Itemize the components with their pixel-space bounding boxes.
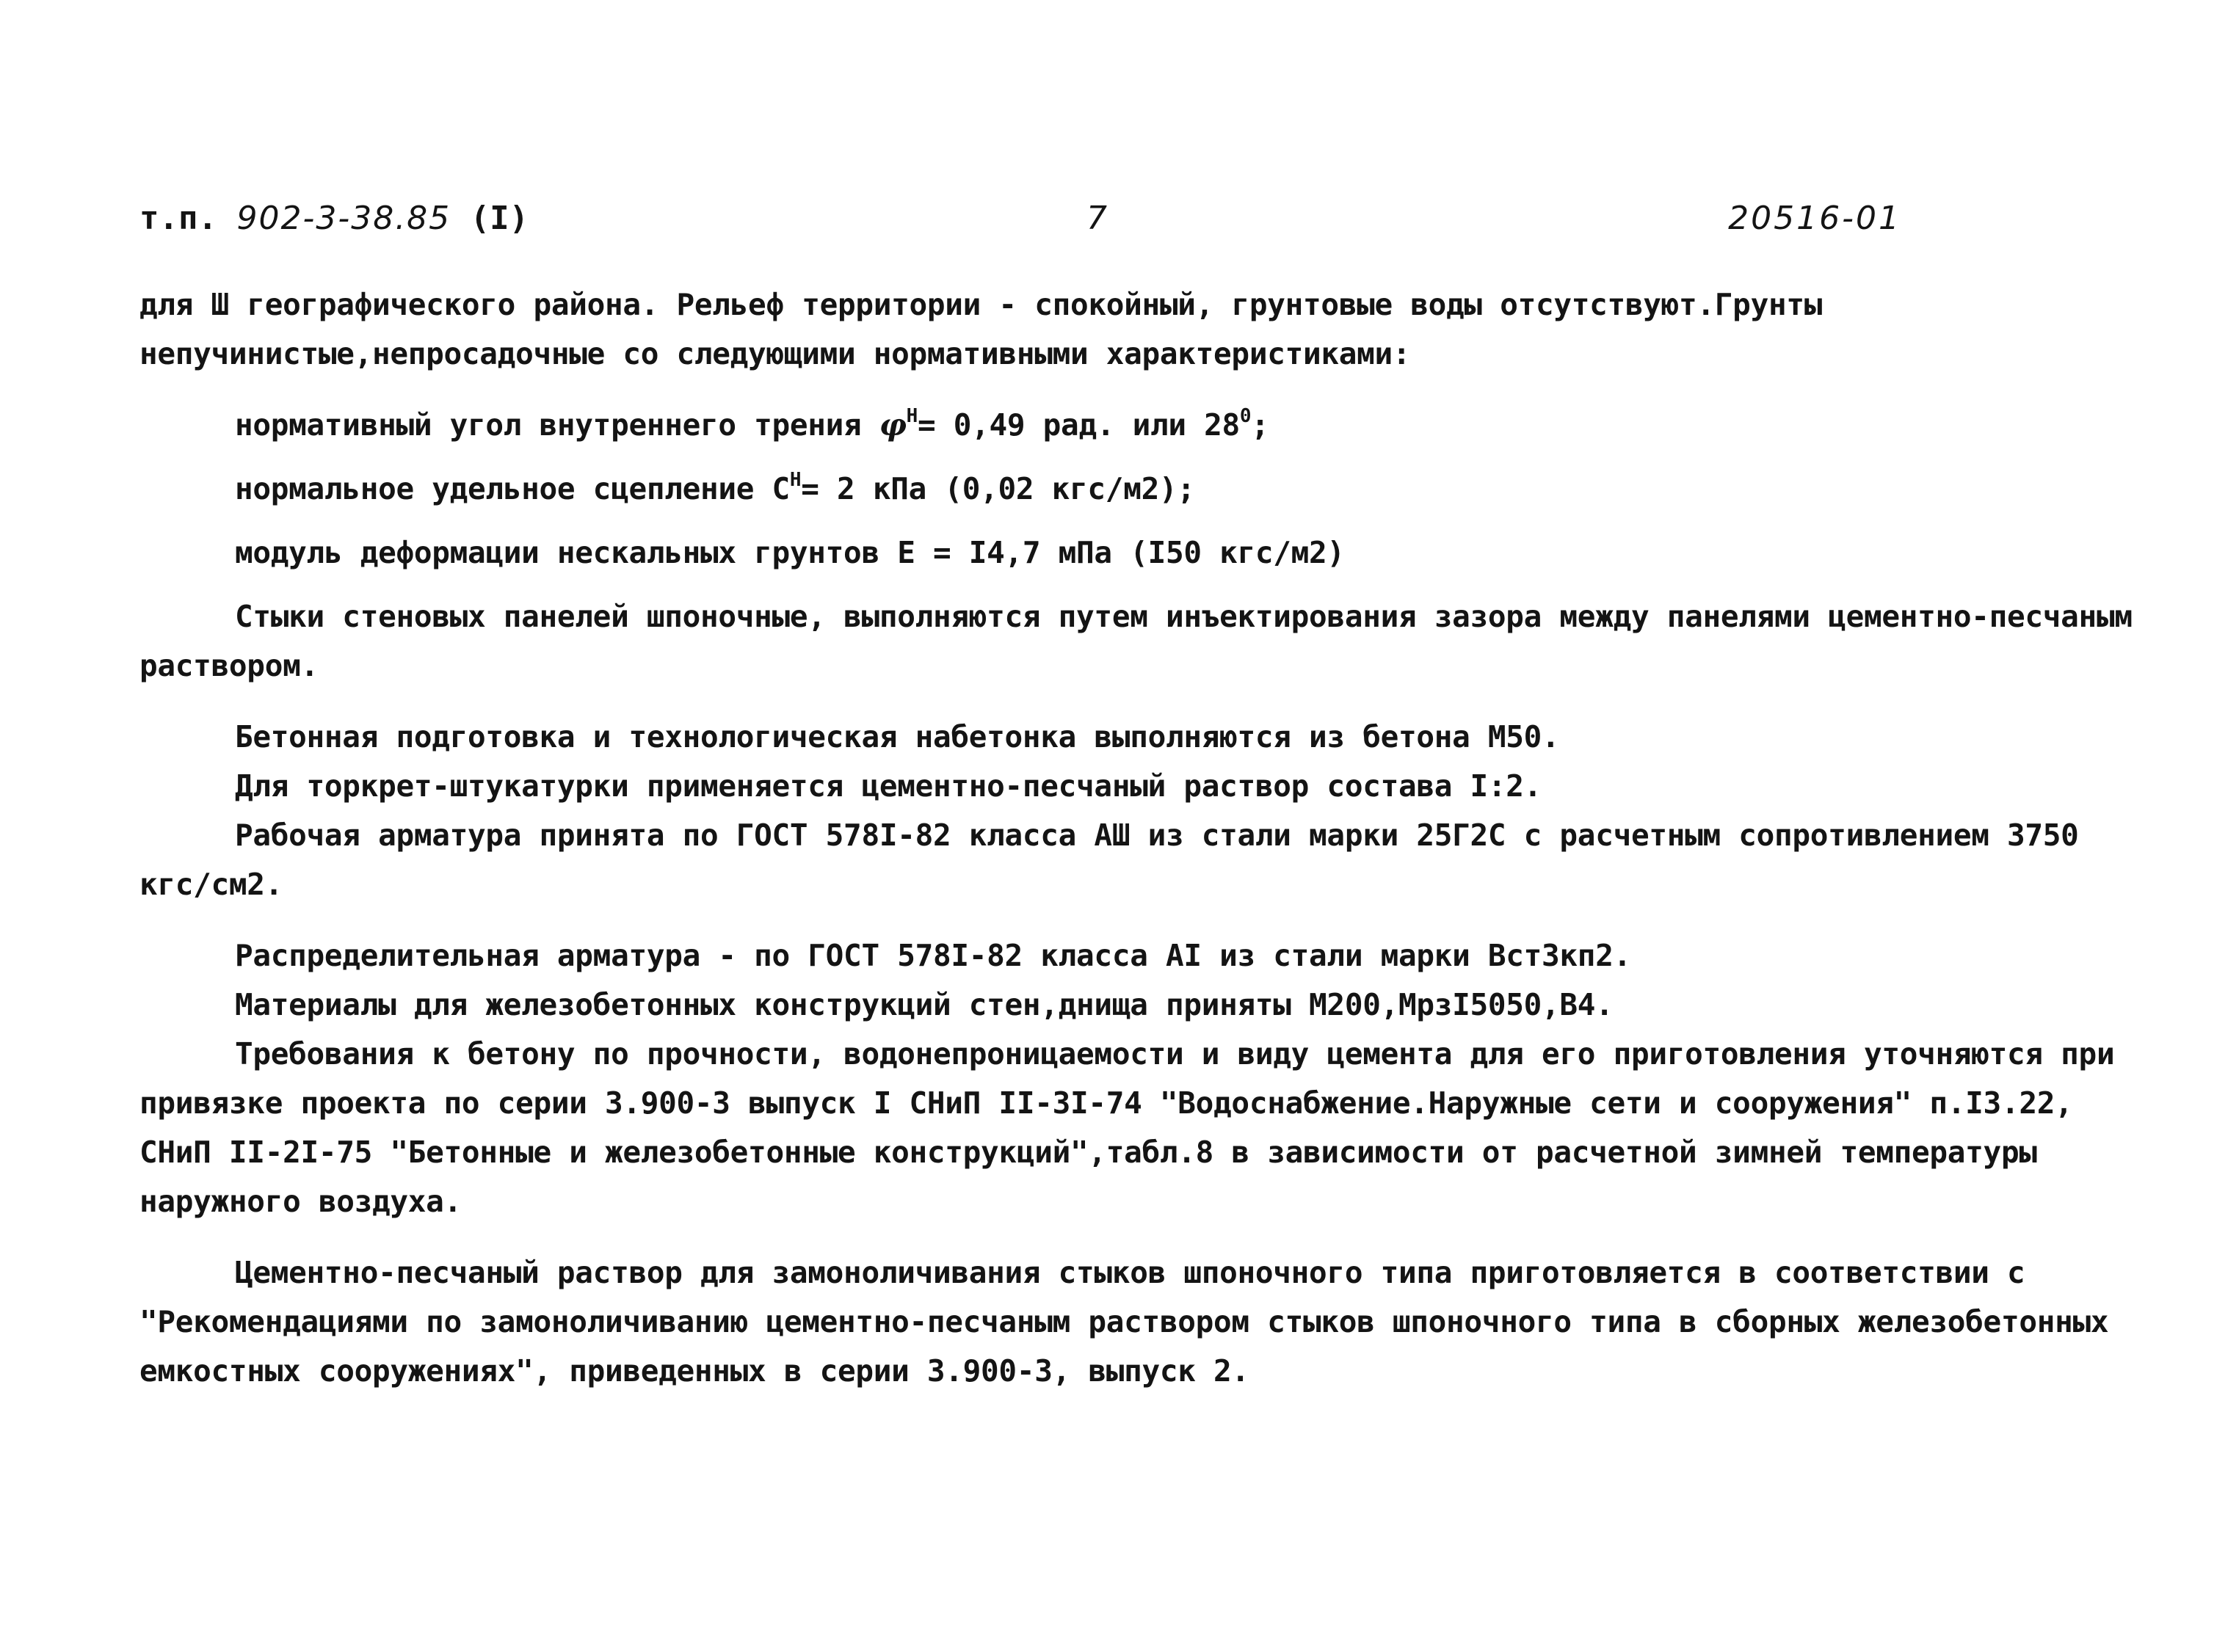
paragraph-deformation-modulus: модуль деформации нескальных грунтов Е = I4,7 мПа (I50 кгс/м2) (235, 535, 1345, 570)
cohesion-value: = 2 кПа (0,02 кгс/м2); (801, 471, 1195, 506)
paragraph-cohesion (139, 465, 2136, 514)
paragraph-concrete-requirements: Требования к бетону по прочности, водонепроницаемости и виду цемента для его приготовления уточняются при привязке проекта по серии 3.900-3 выпуск I СНиП II-3I-74 "Водоснабжение.Наружные сети и сооружения" п.I3.22, СНиП II-2I-75 "Бетонные и железобетонные конструкций",табл.8 в зависимости от расчетной зимней температуры наружного воздуха. (139, 1036, 2115, 1219)
friction-angle-end: ; (1251, 407, 1269, 443)
project-prefix: т.п. (139, 200, 217, 237)
paragraph-working-rebar: Рабочая арматура принята по ГОСТ 578I-82 класса АШ из стали марки 25Г2С с расчетным сопротивлением 3750 кгс/см2. (139, 818, 2079, 902)
friction-angle-text: нормативный угол внутреннего трения (235, 407, 879, 443)
cohesion-superscript: Н (789, 469, 802, 491)
phi-superscript: Н (906, 405, 918, 427)
degree-superscript: 0 (1239, 405, 1252, 427)
document-body (139, 280, 2136, 1396)
cohesion-text: нормальное удельное сцепление С (235, 471, 790, 506)
project-reference (139, 200, 529, 237)
page-number: 7 (1086, 200, 1107, 237)
paragraph-friction-angle (139, 401, 2136, 450)
paragraph-grout-mortar: Цементно-песчаный раствор для замоноличивания стыков шпоночного типа приготовляется в соответствии с "Рекомендациями по замоноличиванию цементно-песчаным раствором стыков шпоночного типа в сборных железобетонных емкостных сооружениях", приведенных в серии 3.900-3, выпуск 2. (139, 1255, 2109, 1389)
paragraph-concrete-prep: Бетонная подготовка и технологическая набетонка выполняются из бетона М50. (235, 719, 1560, 754)
paragraph-shotcrete: Для торкрет-штукатурки применяется цементно-песчаный раствор состава I:2. (235, 768, 1542, 804)
paragraph-panel-joints: Стыки стеновых панелей шпоночные, выполняются путем инъектирования зазора между панелями цементно-песчаным раствором. (139, 599, 2133, 683)
paragraph-materials: Материалы для железобетонных конструкций стен,днища приняты М200,МрзI5050,В4. (235, 987, 1614, 1022)
paragraph-soil-conditions: для Ш географического района. Рельеф территории - спокойный, грунтовые воды отсутствуют.Грунты непучинистые,непросадочные со следующими нормативными характеристиками: (139, 287, 1823, 371)
paragraph-distribution-rebar: Распределительная арматура - по ГОСТ 578I-82 класса АI из стали марки Вст3кп2. (235, 938, 1631, 973)
page-header (139, 200, 1989, 251)
friction-angle-value: = 0,49 рад. или 28 (917, 407, 1240, 443)
project-number: 902-3-38.85 (236, 200, 451, 237)
phi-symbol: φ (879, 407, 907, 443)
project-part: (I) (470, 200, 529, 237)
document-code: 20516-01 (1728, 200, 1901, 237)
